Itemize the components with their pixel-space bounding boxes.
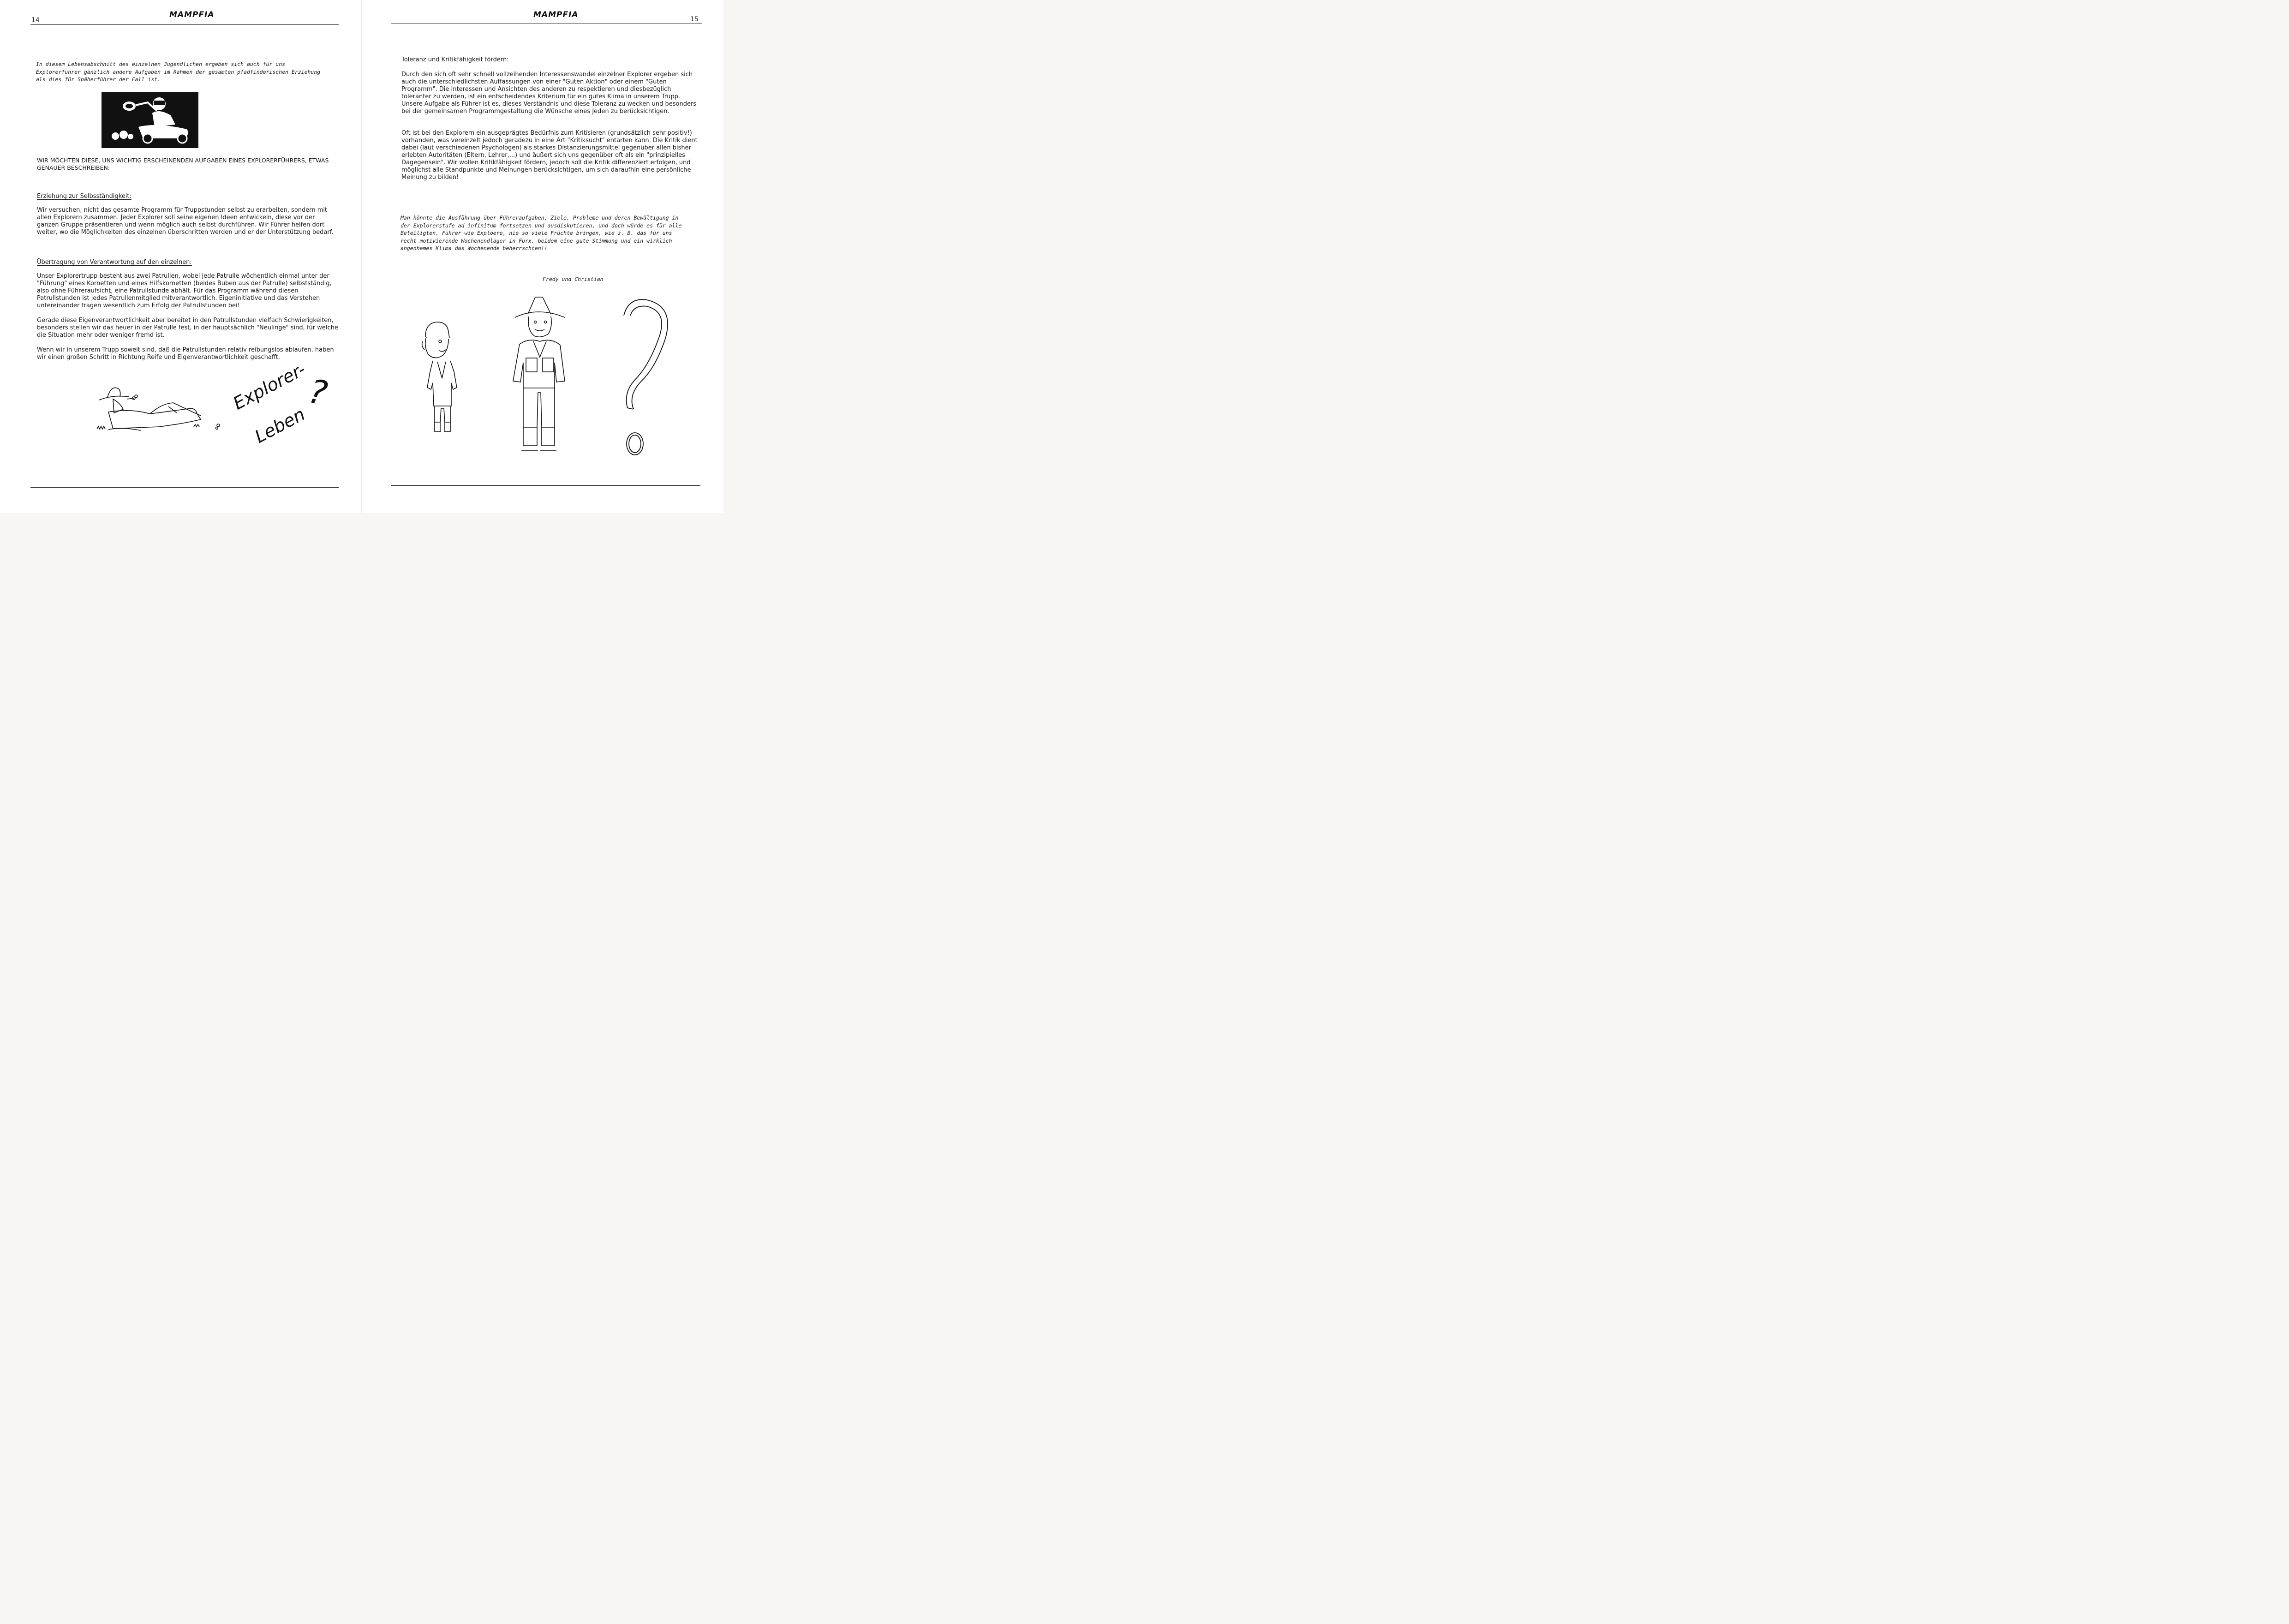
magazine-logo: MAMPFIA: [533, 10, 579, 19]
section-paragraph-1: Unser Explorertrupp besteht aus zwei Patrullen, wobei jede Patrulle wöchentlich einmal unter der "Führung" eines Kornetten und eines Hilfskornetten (beides Buben aus der Patrulle) selbstständig, also ohne Führeraufsicht, eine Patrullstunde abhält. Für das Programm während diesen Patrullstunden ist jedes Patrullenmitglied mitverantwortlich. Eigeninitiative und das Verstehen untereinander tragen wesentlich zum Erfolg der Patrullstunden bei!: [37, 273, 332, 309]
footer-rule: [30, 487, 339, 488]
magazine-logo: MAMPFIA: [169, 10, 215, 19]
section-heading-verantwortung: Übertragung von Verantwortung auf den einzelnen:: [37, 259, 192, 266]
left-page: [0, 0, 362, 513]
big-question-mark-drawing: [615, 297, 684, 459]
toleranz-paragraph-1: Durch den sich oft sehr schnell vollzeihenden Interessenswandel einzelner Explorer ergeben sich auch die unterschiedlichsten Auffassungen von einer "Guten Aktion" oder einem "Guten Programm". Die Interessen und Ansichten des anderen zu respektieren und diesbezüglich toleranter zu werden, ist ein entscheidendes Kriterium für ein gutes Klima in unserem Trupp. Unsere Aufgabe als Führer ist es, dieses Verständnis und diese Toleranz zu wecken und besonders bei der gemeinsamen Programmgestaltung die Wünsche eines Jeden zu berücksichtigen.: [401, 71, 697, 115]
right-page: [362, 0, 723, 513]
section-heading-toleranz: Toleranz und Kritikfähigkeit fördern:: [401, 56, 509, 63]
magazine-spread: [0, 0, 723, 513]
author-signature: Fredy und Christian: [543, 276, 604, 282]
section-heading-selbststaendigkeit: Erziehung zur Selbsständigkeit:: [37, 193, 131, 200]
scout-leader-drawing: [510, 293, 570, 456]
question-mark-handwriting: ?: [305, 371, 331, 413]
intro-paragraph: In diesem Lebensabschnitt des einzelnen Jugendlichen ergeben sich auch für uns Explorerführer gänzlich andere Aufgaben im Rahmen der gesamten pfadfinderischen Erziehung als dies für Späherführer der Fall ist.: [36, 61, 321, 83]
caps-statement: WIR MÖCHTEN DIESE, UNS WICHTIG ERSCHEINENDEN AUFGABEN EINES EXPLORERFÜHRERS, ETWAS GENAUER BESCHREIBEN:: [37, 157, 329, 171]
section-body-selbststaendigkeit: Wir versuchen, nicht das gesamte Programm für Truppstunden selbst zu erarbeiten, sondern mit allen Explorern zusammen. Jeder Explorer soll seine eigenen Ideen entwickeln, diese vor der ganzen Gruppe präsentieren und wenn möglich auch selbst durchführen. Wir Führer helfen dort weiter, wo die Möglichkeiten des einzelnen überschritten werden und er der Unterstützung bedarf.: [37, 207, 334, 236]
closing-paragraph: Man könnte die Ausführung über Führeraufgaben, Ziele, Probleme und deren Bewältigung in der Explorerstufe ad infinitum fortsetzen und ausdiskutieren, und doch würde es für alle Beteiligten, Führer wie Exploere, nie so viele Früchte bringen, wie z. B. das für uns recht motivierende Wochenendlager in Furx, beidem eine gute Stimmung und ein wirklich angenhemes Klima das Wochenende beherrschten!!: [400, 215, 682, 251]
leben-handwriting: Leben: [251, 404, 309, 447]
page-number: 14: [31, 17, 40, 24]
toleranz-paragraph-2: Oft ist bei den Explorern ein ausgeprägtes Bedürfnis zum Kritisieren (grundsätzlich sehr positiv!) vorhanden, was vereinzelt jedoch geradezu in eine Art "Kritiksucht" entarten kann. Die Kritik dient dabei (laut verschiedenen Psychologen) als starkes Distanzierungsmittel gegenüber allen bisher erlebten Autoritäten (Eltern, Lehrer,...) und äußert sich uns gegenüber oft als ein "prinzipielles Dagegensein". Wir wollen Kritikfähigkeit fördern, jedoch soll die Kritik differenziert erfolgen, und möglichst alle Standpunkte und Meinungen berücksichtigen, um sich daraufhin eine persönliche Meinung zu bilden!: [401, 130, 698, 181]
section-paragraph-3: Wenn wir in unserem Trupp soweit sind, daß die Patrullstunden relativ reibungslos ablaufen, haben wir einen großen Schritt in Richtung Reife und Eigenverantwortlichkeit geschafft.: [37, 346, 334, 361]
page-number: 15: [690, 16, 699, 23]
section-paragraph-2: Gerade diese Eigenverantwortlichkeit aber bereitet in den Patrullstunden vielfach Schwierigkeiten, besonders stellen wir das heuer in der Patrulle fest, in der hauptsächlich "Neulinge" sind, für welche die Situation mehr oder weniger fremd ist.: [37, 317, 338, 339]
header-rule: [30, 24, 339, 25]
scooter-illustration: [102, 92, 198, 148]
footer-rule: [391, 485, 700, 486]
explorer-handwriting: Explorer-: [230, 358, 309, 414]
young-scout-drawing: [421, 318, 462, 438]
